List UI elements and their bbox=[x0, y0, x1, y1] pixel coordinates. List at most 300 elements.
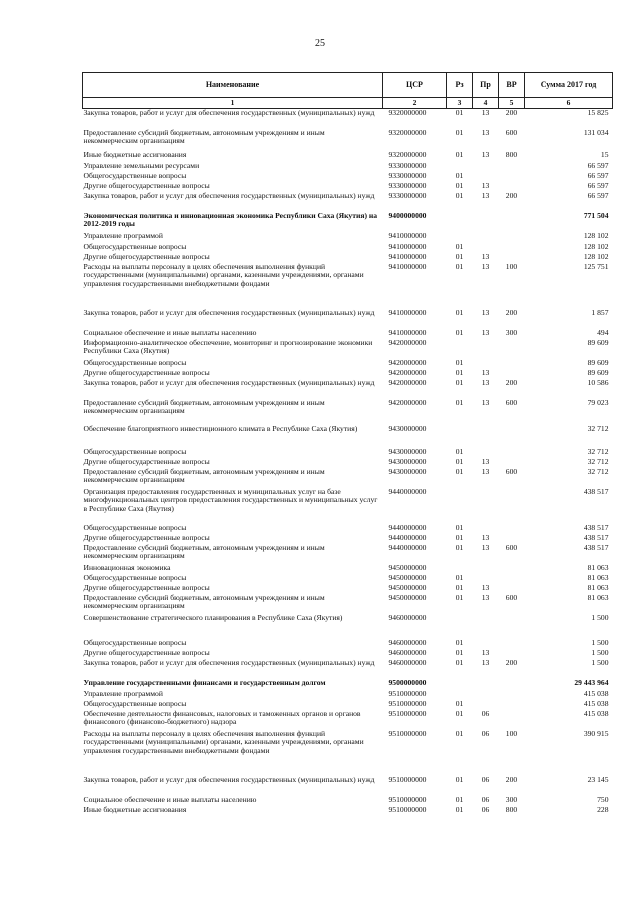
row-sum: 10 586 bbox=[587, 377, 609, 387]
row-rz: 01 bbox=[455, 307, 464, 317]
row-sum: 438 517 bbox=[583, 486, 609, 496]
row-csr: 9460000000 bbox=[388, 637, 427, 647]
table-row bbox=[83, 339, 613, 359]
row-pr: 13 bbox=[481, 149, 490, 159]
table-row bbox=[83, 399, 613, 425]
row-sum: 32 712 bbox=[587, 446, 609, 456]
row-sum: 438 517 bbox=[583, 542, 609, 552]
row-vr bbox=[499, 162, 525, 172]
row-rz: 01 bbox=[455, 327, 464, 337]
table-row bbox=[83, 359, 613, 369]
row-vr: 100 bbox=[505, 728, 518, 738]
row-vr bbox=[499, 534, 525, 544]
table-row bbox=[83, 263, 613, 309]
row-pr: 13 bbox=[481, 647, 490, 657]
row-name: Закупка товаров, работ и услуг для обеспечения государственных (муниципальных) нужд bbox=[83, 190, 375, 200]
row-sum: 15 825 bbox=[587, 108, 609, 117]
row-pr: 13 bbox=[481, 456, 490, 466]
row-sum: 128 102 bbox=[583, 251, 609, 261]
row-csr: 9430000000 bbox=[388, 456, 427, 466]
row-csr: 9450000000 bbox=[388, 562, 427, 572]
row-name: Общегосударственные вопросы bbox=[83, 698, 187, 708]
budget-table bbox=[82, 72, 613, 816]
column-number: 1 bbox=[83, 98, 383, 109]
row-rz: 01 bbox=[455, 108, 464, 117]
row-rz: 01 bbox=[455, 708, 464, 718]
row-vr: 600 bbox=[505, 592, 518, 602]
table-row bbox=[83, 253, 613, 263]
row-rz: 01 bbox=[455, 466, 464, 476]
table-row bbox=[83, 212, 613, 232]
row-pr: 13 bbox=[481, 542, 490, 552]
row-name: Другие общегосударственные вопросы bbox=[83, 582, 210, 592]
row-vr bbox=[499, 232, 525, 243]
row-rz: 01 bbox=[455, 542, 464, 552]
row-vr: 800 bbox=[505, 804, 518, 814]
row-vr bbox=[499, 172, 525, 182]
row-vr bbox=[499, 690, 525, 700]
row-sum: 23 145 bbox=[587, 774, 609, 784]
row-rz bbox=[447, 425, 473, 448]
row-pr: 06 bbox=[481, 728, 490, 738]
row-pr: 13 bbox=[481, 377, 490, 387]
row-vr: 300 bbox=[505, 794, 518, 804]
row-rz bbox=[447, 162, 473, 172]
row-pr bbox=[473, 359, 499, 369]
row-pr: 13 bbox=[481, 327, 490, 337]
row-csr: 9440000000 bbox=[388, 486, 427, 496]
row-vr bbox=[499, 584, 525, 594]
row-name: Обеспечение благоприятного инвестиционного климата в Республике Саха (Якутия) bbox=[83, 423, 358, 433]
row-rz: 01 bbox=[455, 367, 464, 377]
header-row bbox=[83, 73, 613, 98]
row-name: Организация предоставления государственных и муниципальных услуг на базе многофункциональных центров предоставления государственных и муниципальных услуг в Республике Саха (Якутия) bbox=[83, 486, 378, 513]
row-sum: 66 597 bbox=[587, 180, 609, 190]
row-csr: 9400000000 bbox=[388, 210, 427, 220]
row-pr bbox=[473, 243, 499, 253]
row-pr bbox=[473, 172, 499, 182]
row-vr: 200 bbox=[505, 307, 518, 317]
row-sum: 438 517 bbox=[583, 532, 609, 542]
row-name: Совершенствование стратегического планирования в Республике Саха (Якутия) bbox=[83, 612, 343, 622]
row-sum: 81 063 bbox=[587, 592, 609, 602]
row-rz bbox=[447, 614, 473, 639]
table-row bbox=[83, 232, 613, 243]
row-rz: 01 bbox=[455, 357, 464, 367]
row-name: Другие общегосударственные вопросы bbox=[83, 251, 210, 261]
row-rz: 01 bbox=[455, 456, 464, 466]
row-sum: 89 609 bbox=[587, 357, 609, 367]
row-name: Закупка товаров, работ и услуг для обеспечения государственных (муниципальных) нужд bbox=[83, 774, 375, 784]
row-vr bbox=[499, 182, 525, 192]
row-rz: 01 bbox=[455, 377, 464, 387]
column-number-row bbox=[83, 98, 613, 109]
table-row bbox=[83, 776, 613, 796]
table-row bbox=[83, 379, 613, 399]
table-row bbox=[83, 309, 613, 329]
row-csr: 9320000000 bbox=[388, 108, 427, 117]
row-vr bbox=[499, 710, 525, 730]
row-rz: 01 bbox=[455, 446, 464, 456]
row-rz bbox=[447, 232, 473, 243]
row-rz bbox=[447, 212, 473, 232]
row-csr: 9510000000 bbox=[388, 728, 427, 738]
row-pr bbox=[473, 614, 499, 639]
row-vr bbox=[499, 649, 525, 659]
row-name: Общегосударственные вопросы bbox=[83, 170, 187, 180]
table-row bbox=[83, 162, 613, 172]
row-rz: 01 bbox=[455, 774, 464, 784]
row-sum: 66 597 bbox=[587, 160, 609, 170]
row-name: Управление государственными финансами и государственным долгом bbox=[83, 677, 326, 687]
row-sum: 66 597 bbox=[587, 190, 609, 200]
row-sum: 771 504 bbox=[583, 210, 609, 220]
column-number: 5 bbox=[499, 98, 525, 109]
row-vr bbox=[499, 488, 525, 524]
table-row bbox=[83, 639, 613, 649]
row-pr: 06 bbox=[481, 774, 490, 784]
row-rz: 01 bbox=[455, 149, 464, 159]
row-sum: 1 500 bbox=[591, 647, 609, 657]
row-rz: 01 bbox=[455, 647, 464, 657]
row-csr: 9450000000 bbox=[388, 572, 427, 582]
row-name: Иные бюджетные ассигнования bbox=[83, 149, 187, 159]
row-sum: 125 751 bbox=[583, 261, 609, 271]
row-rz bbox=[447, 690, 473, 700]
table-row bbox=[83, 151, 613, 162]
row-vr: 800 bbox=[505, 149, 518, 159]
row-csr: 9420000000 bbox=[388, 337, 427, 347]
row-csr: 9410000000 bbox=[388, 261, 427, 271]
row-vr bbox=[499, 425, 525, 448]
row-pr bbox=[473, 690, 499, 700]
row-name: Другие общегосударственные вопросы bbox=[83, 367, 210, 377]
row-rz: 01 bbox=[455, 728, 464, 738]
row-vr: 600 bbox=[505, 542, 518, 552]
row-sum: 89 609 bbox=[587, 367, 609, 377]
table-row bbox=[83, 458, 613, 468]
table-row bbox=[83, 574, 613, 584]
row-rz: 01 bbox=[455, 637, 464, 647]
row-name: Закупка товаров, работ и услуг для обеспечения государственных (муниципальных) нужд bbox=[83, 108, 375, 117]
table-row bbox=[83, 488, 613, 524]
row-rz: 01 bbox=[455, 794, 464, 804]
row-pr bbox=[473, 524, 499, 534]
table-row bbox=[83, 369, 613, 379]
row-name: Социальное обеспечение и иные выплаты населению bbox=[83, 794, 257, 804]
row-rz: 01 bbox=[455, 582, 464, 592]
row-vr: 600 bbox=[505, 127, 518, 137]
row-pr bbox=[473, 339, 499, 359]
table-row bbox=[83, 524, 613, 534]
table-row bbox=[83, 679, 613, 690]
row-csr: 9330000000 bbox=[388, 170, 427, 180]
row-csr: 9510000000 bbox=[388, 708, 427, 718]
row-csr: 9410000000 bbox=[388, 307, 427, 317]
row-name: Общегосударственные вопросы bbox=[83, 446, 187, 456]
row-pr bbox=[473, 448, 499, 458]
row-csr: 9510000000 bbox=[388, 688, 427, 698]
row-pr: 13 bbox=[481, 532, 490, 542]
table-row bbox=[83, 796, 613, 806]
row-csr: 9410000000 bbox=[388, 251, 427, 261]
row-pr bbox=[473, 212, 499, 232]
row-vr bbox=[499, 253, 525, 263]
table-row bbox=[83, 690, 613, 700]
row-csr: 9320000000 bbox=[388, 127, 427, 137]
row-rz: 01 bbox=[455, 522, 464, 532]
row-csr: 9500000000 bbox=[388, 677, 427, 687]
row-vr bbox=[499, 574, 525, 584]
row-vr bbox=[499, 369, 525, 379]
row-sum: 228 bbox=[597, 804, 609, 814]
table-row bbox=[83, 468, 613, 488]
row-sum: 32 712 bbox=[587, 466, 609, 476]
row-rz bbox=[447, 488, 473, 524]
column-number: 2 bbox=[383, 98, 447, 109]
row-csr: 9460000000 bbox=[388, 612, 427, 622]
row-csr: 9510000000 bbox=[388, 794, 427, 804]
row-pr bbox=[473, 679, 499, 690]
row-pr bbox=[473, 574, 499, 584]
row-pr: 13 bbox=[481, 190, 490, 200]
header-rz: Рз bbox=[447, 73, 473, 98]
row-rz: 01 bbox=[455, 251, 464, 261]
row-vr: 200 bbox=[505, 108, 518, 117]
table-row bbox=[83, 129, 613, 151]
row-name: Предоставление субсидий бюджетным, автономным учреждениям и иным некоммерческим организациям bbox=[83, 127, 325, 146]
table-row bbox=[83, 564, 613, 574]
row-csr: 9410000000 bbox=[388, 230, 427, 240]
row-csr: 9420000000 bbox=[388, 397, 427, 407]
header-vr: ВР bbox=[499, 73, 525, 98]
row-sum: 15 bbox=[600, 149, 609, 159]
row-pr: 13 bbox=[481, 307, 490, 317]
row-sum: 1 500 bbox=[591, 637, 609, 647]
row-csr: 9320000000 bbox=[388, 149, 427, 159]
header-csr: ЦСР bbox=[383, 73, 447, 98]
row-sum: 390 915 bbox=[583, 728, 609, 738]
row-pr: 06 bbox=[481, 804, 490, 814]
row-pr: 13 bbox=[481, 108, 490, 117]
row-sum: 131 034 bbox=[583, 127, 609, 137]
row-sum: 32 712 bbox=[587, 456, 609, 466]
row-rz bbox=[447, 564, 473, 574]
row-name: Расходы на выплаты персоналу в целях обеспечения выполнения функций государственными (муниципальными) органами, казенными учреждениями, органами управления государственными внебюджетными фондами bbox=[83, 261, 364, 288]
row-csr: 9460000000 bbox=[388, 657, 427, 667]
table-row bbox=[83, 649, 613, 659]
row-rz: 01 bbox=[455, 698, 464, 708]
row-rz: 01 bbox=[455, 592, 464, 602]
row-name: Расходы на выплаты персоналу в целях обеспечения выполнения функций государственными (муниципальными) органами, казенными учреждениями, органами управления государственными внебюджетными фондами bbox=[83, 728, 364, 755]
table-row bbox=[83, 806, 613, 816]
header-pr: Пр bbox=[473, 73, 499, 98]
row-csr: 9450000000 bbox=[388, 592, 427, 602]
row-sum: 128 102 bbox=[583, 241, 609, 251]
row-pr: 13 bbox=[481, 582, 490, 592]
row-csr: 9440000000 bbox=[388, 522, 427, 532]
column-number: 6 bbox=[525, 98, 613, 109]
row-sum: 81 063 bbox=[587, 582, 609, 592]
row-sum: 415 038 bbox=[583, 688, 609, 698]
row-name: Общегосударственные вопросы bbox=[83, 241, 187, 251]
row-name: Управление земельными ресурсами bbox=[83, 160, 200, 170]
row-name: Закупка товаров, работ и услуг для обеспечения государственных (муниципальных) нужд bbox=[83, 377, 375, 387]
column-number: 3 bbox=[447, 98, 473, 109]
row-csr: 9430000000 bbox=[388, 466, 427, 476]
row-name: Общегосударственные вопросы bbox=[83, 357, 187, 367]
table-row bbox=[83, 584, 613, 594]
row-vr: 600 bbox=[505, 466, 518, 476]
row-name: Закупка товаров, работ и услуг для обеспечения государственных (муниципальных) нужд bbox=[83, 307, 375, 317]
row-sum: 750 bbox=[597, 794, 609, 804]
row-name: Обеспечение деятельности финансовых, налоговых и таможенных органов и органов финансового (финансово-бюджетного) надзора bbox=[83, 708, 361, 727]
row-name: Информационно-аналитическое обеспечение, мониторинг и прогнозирование экономики Республики Саха (Якутия) bbox=[83, 337, 373, 356]
table-row bbox=[83, 534, 613, 544]
table-row bbox=[83, 544, 613, 564]
row-csr: 9510000000 bbox=[388, 774, 427, 784]
table-row bbox=[83, 659, 613, 679]
row-pr: 13 bbox=[481, 127, 490, 137]
row-vr bbox=[499, 243, 525, 253]
row-sum: 128 102 bbox=[583, 230, 609, 240]
row-name: Управление программой bbox=[83, 230, 163, 240]
row-rz: 01 bbox=[455, 190, 464, 200]
row-csr: 9420000000 bbox=[388, 377, 427, 387]
table-row bbox=[83, 182, 613, 192]
row-pr: 13 bbox=[481, 466, 490, 476]
table-row bbox=[83, 243, 613, 253]
table-row bbox=[83, 700, 613, 710]
row-csr: 9430000000 bbox=[388, 446, 427, 456]
row-csr: 9450000000 bbox=[388, 582, 427, 592]
row-sum: 29 443 964 bbox=[574, 677, 609, 687]
row-name: Общегосударственные вопросы bbox=[83, 572, 187, 582]
row-vr: 600 bbox=[505, 397, 518, 407]
row-rz: 01 bbox=[455, 532, 464, 542]
row-pr bbox=[473, 232, 499, 243]
row-csr: 9510000000 bbox=[388, 698, 427, 708]
page-number: 25 bbox=[315, 38, 325, 49]
row-sum: 494 bbox=[597, 327, 609, 337]
row-name: Иные бюджетные ассигнования bbox=[83, 804, 187, 814]
row-sum: 81 063 bbox=[587, 562, 609, 572]
row-csr: 9460000000 bbox=[388, 647, 427, 657]
row-name: Управление программой bbox=[83, 688, 163, 698]
row-pr: 13 bbox=[481, 657, 490, 667]
row-name: Предоставление субсидий бюджетным, автономным учреждениям и иным некоммерческим организациям bbox=[83, 592, 325, 611]
table-row bbox=[83, 109, 613, 129]
row-vr bbox=[499, 458, 525, 468]
row-sum: 79 023 bbox=[587, 397, 609, 407]
row-vr bbox=[499, 212, 525, 232]
row-pr: 06 bbox=[481, 794, 490, 804]
row-sum: 415 038 bbox=[583, 698, 609, 708]
row-sum: 32 712 bbox=[587, 423, 609, 433]
table-row bbox=[83, 192, 613, 212]
table-row bbox=[83, 710, 613, 730]
row-rz: 01 bbox=[455, 804, 464, 814]
row-name: Экономическая политика и инновационная экономика Республики Саха (Якутия) на 2012-2019 годы bbox=[83, 210, 378, 229]
row-csr: 9410000000 bbox=[388, 327, 427, 337]
row-csr: 9330000000 bbox=[388, 180, 427, 190]
table-row bbox=[83, 329, 613, 339]
row-csr: 9410000000 bbox=[388, 241, 427, 251]
table-body bbox=[83, 109, 613, 816]
row-rz bbox=[447, 339, 473, 359]
row-sum: 1 500 bbox=[591, 612, 609, 622]
row-sum: 81 063 bbox=[587, 572, 609, 582]
row-name: Предоставление субсидий бюджетным, автономным учреждениям и иным некоммерческим организациям bbox=[83, 542, 325, 561]
row-pr bbox=[473, 488, 499, 524]
row-rz: 01 bbox=[455, 180, 464, 190]
header-name: Наименование bbox=[83, 73, 383, 98]
row-pr bbox=[473, 425, 499, 448]
row-pr: 13 bbox=[481, 261, 490, 271]
row-rz: 01 bbox=[455, 261, 464, 271]
row-vr bbox=[499, 700, 525, 710]
row-name: Предоставление субсидий бюджетным, автономным учреждениям и иным некоммерческим организациям bbox=[83, 466, 325, 485]
row-vr bbox=[499, 359, 525, 369]
row-pr bbox=[473, 564, 499, 574]
row-vr bbox=[499, 564, 525, 574]
row-pr: 13 bbox=[481, 592, 490, 602]
row-pr: 13 bbox=[481, 251, 490, 261]
row-vr bbox=[499, 639, 525, 649]
column-number: 4 bbox=[473, 98, 499, 109]
row-vr: 200 bbox=[505, 377, 518, 387]
row-name: Другие общегосударственные вопросы bbox=[83, 532, 210, 542]
row-vr: 200 bbox=[505, 657, 518, 667]
row-vr bbox=[499, 679, 525, 690]
row-pr: 13 bbox=[481, 180, 490, 190]
row-pr bbox=[473, 162, 499, 172]
row-rz: 01 bbox=[455, 657, 464, 667]
row-csr: 9420000000 bbox=[388, 357, 427, 367]
row-sum: 1 500 bbox=[591, 657, 609, 667]
row-vr: 100 bbox=[505, 261, 518, 271]
row-vr bbox=[499, 339, 525, 359]
table-row bbox=[83, 614, 613, 639]
row-name: Общегосударственные вопросы bbox=[83, 522, 187, 532]
row-vr: 300 bbox=[505, 327, 518, 337]
row-vr bbox=[499, 524, 525, 534]
row-rz: 01 bbox=[455, 127, 464, 137]
row-csr: 9420000000 bbox=[388, 367, 427, 377]
row-name: Инновационная экономика bbox=[83, 562, 171, 572]
table-row bbox=[83, 594, 613, 614]
row-sum: 89 609 bbox=[587, 337, 609, 347]
row-csr: 9330000000 bbox=[388, 160, 427, 170]
row-rz bbox=[447, 679, 473, 690]
row-vr bbox=[499, 448, 525, 458]
table-row bbox=[83, 425, 613, 448]
row-csr: 9440000000 bbox=[388, 532, 427, 542]
header-sum: Сумма 2017 год bbox=[525, 73, 613, 98]
row-rz: 01 bbox=[455, 241, 464, 251]
row-sum: 415 038 bbox=[583, 708, 609, 718]
row-name: Общегосударственные вопросы bbox=[83, 637, 187, 647]
row-csr: 9510000000 bbox=[388, 804, 427, 814]
row-name: Предоставление субсидий бюджетным, автономным учреждениям и иным некоммерческим организациям bbox=[83, 397, 325, 416]
row-sum: 66 597 bbox=[587, 170, 609, 180]
table-row bbox=[83, 448, 613, 458]
row-rz: 01 bbox=[455, 170, 464, 180]
row-rz: 01 bbox=[455, 572, 464, 582]
row-vr: 200 bbox=[505, 190, 518, 200]
row-csr: 9430000000 bbox=[388, 423, 427, 433]
row-name: Другие общегосударственные вопросы bbox=[83, 180, 210, 190]
